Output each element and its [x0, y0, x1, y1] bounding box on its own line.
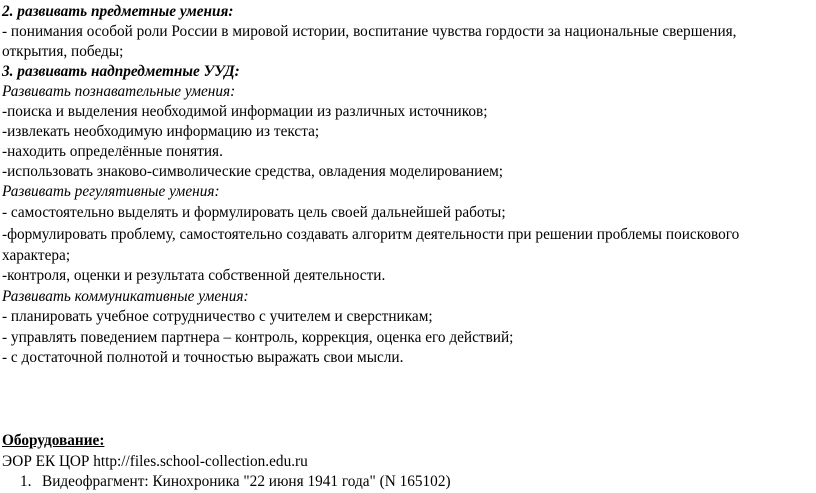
list-item: - планировать учебное сотрудничество с учителем и сверстникам;	[2, 308, 433, 325]
list-number: 1.	[20, 473, 32, 490]
list-item: - с достаточной полнотой и точностью выражать свои мысли.	[2, 349, 404, 366]
list-item: -контроля, оценки и результата собственной деятельности.	[2, 267, 386, 284]
section-heading-2: 2. развивать предметные умения:	[2, 3, 234, 20]
list-item: -находить определённые понятия.	[2, 143, 223, 160]
numbered-list-item	[20, 472, 451, 492]
list-item: -использовать знаково-символические средства, овладения моделированием;	[2, 163, 504, 180]
section-heading-3: 3. развивать надпредметные УУД:	[2, 63, 240, 80]
list-item: -формулировать проблему, самостоятельно создавать алгоритм деятельности при решении проблемы поискового	[2, 226, 740, 243]
paragraph-line: - понимания особой роли России в мировой истории, воспитание чувства гордости за национальные свершения,	[2, 23, 737, 40]
list-item: - управлять поведением партнера – контроль, коррекция, оценка его действий;	[2, 329, 514, 346]
list-item: -извлекать необходимую информацию из текста;	[2, 123, 320, 140]
paragraph-line: открытия, победы;	[2, 43, 124, 60]
list-item: -поиска и выделения необходимой информации из различных источников;	[2, 103, 488, 120]
subheading-regulative: Развивать регулятивные умения:	[2, 183, 220, 200]
list-item-text: Видеофрагмент: Кинохроника "22 июня 1941 года" (N 165102)	[42, 473, 451, 490]
equipment-heading: Оборудование:	[2, 432, 105, 449]
list-item: - самостоятельно выделять и формулировать цель своей дальнейшей работы;	[2, 204, 506, 221]
list-item-continuation: характера;	[2, 247, 71, 264]
subheading-cognitive: Развивать познавательные умения:	[2, 83, 236, 100]
subheading-communicative: Развивать коммуникативные умения:	[2, 288, 249, 305]
equipment-line: ЭОР ЕК ЦОР http://files.school-collection.edu.ru	[2, 453, 308, 470]
